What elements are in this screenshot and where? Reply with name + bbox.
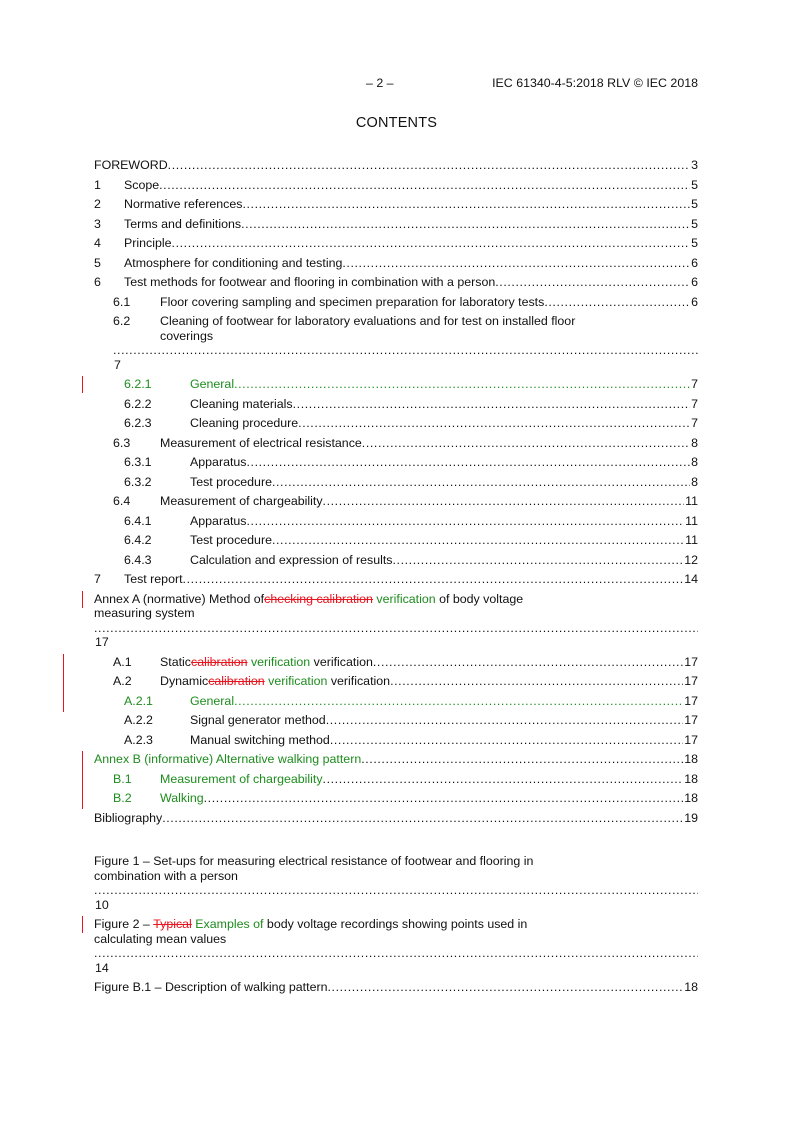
figure-entry-2[interactable]: Figure 2 – Typical Examples of body voltage recordings showing points used in calculating mean values ..... 14 bbox=[94, 917, 698, 975]
toc-entry-annex-a[interactable]: Annex A (normative) Method of checking calibration verification of body voltage measuring system ..... 17 bbox=[94, 592, 698, 650]
toc-entry-6-2-2[interactable]: 6.2.2 Cleaning materials ..... 7 bbox=[94, 397, 698, 412]
toc-entry-foreword[interactable]: FOREWORD ..... 3 bbox=[94, 158, 698, 173]
figure-entry-1[interactable]: Figure 1 – Set-ups for measuring electrical resistance of footwear and flooring in combination with a person ..... 10 bbox=[94, 854, 698, 912]
toc-entry-7[interactable]: 7 Test report ..... 14 bbox=[94, 572, 698, 587]
document-code: IEC 61340-4-5:2018 RLV © IEC 2018 bbox=[492, 76, 698, 90]
toc-entry-a-2-2[interactable]: A.2.2 Signal generator method ..... 17 bbox=[94, 713, 698, 728]
toc-entry-6-4[interactable]: 6.4 Measurement of chargeability ..... 11 bbox=[94, 494, 698, 509]
toc-entry-6-4-1[interactable]: 6.4.1 Apparatus ..... 11 bbox=[94, 514, 698, 529]
figure-entry-b-1[interactable]: Figure B.1 – Description of walking pattern ..... 18 bbox=[94, 980, 698, 995]
toc-entry-bibliography[interactable]: Bibliography ..... 19 bbox=[94, 811, 698, 826]
toc-entry-6-1[interactable]: 6.1 Floor covering sampling and specimen preparation for laboratory tests ..... 6 bbox=[94, 295, 698, 310]
toc-entry-6-2[interactable]: 6.2 Cleaning of footwear for laboratory evaluations and for test on installed floor coverings ..... 7 bbox=[94, 314, 698, 372]
toc-entry-6-2-1[interactable]: 6.2.1 General ..... 7 bbox=[94, 377, 698, 392]
change-bar bbox=[82, 591, 83, 608]
page-header bbox=[94, 76, 698, 92]
contents-title: CONTENTS bbox=[355, 115, 438, 131]
toc-entry-6[interactable]: 6 Test methods for footwear and flooring in combination with a person ..... 6 bbox=[94, 275, 698, 290]
toc-entry-a-2[interactable]: A.2 Dynamic calibration verification verification ..... 17 bbox=[94, 674, 698, 689]
toc-entry-4[interactable]: 4 Principle ..... 5 bbox=[94, 236, 698, 251]
change-bar bbox=[82, 376, 83, 393]
toc-entry-6-3[interactable]: 6.3 Measurement of electrical resistance ..... 8 bbox=[94, 436, 698, 451]
toc-entry-a-1[interactable]: A.1 Static calibration verification verification ..... 17 bbox=[94, 655, 698, 670]
toc-entry-a-2-3[interactable]: A.2.3 Manual switching method ..... 17 bbox=[94, 733, 698, 748]
toc-entry-b-1[interactable]: B.1 Measurement of chargeability ..... 18 bbox=[94, 772, 698, 787]
toc-entry-6-3-2[interactable]: 6.3.2 Test procedure ..... 8 bbox=[94, 475, 698, 490]
page-number: – 2 – bbox=[366, 76, 394, 90]
toc-entry-6-3-1[interactable]: 6.3.1 Apparatus ..... 8 bbox=[94, 455, 698, 470]
change-bar bbox=[63, 654, 64, 712]
toc-entry-annex-b[interactable]: Annex B (informative) Alternative walking pattern ..... 18 bbox=[94, 752, 698, 767]
toc-entry-2[interactable]: 2 Normative references ..... 5 bbox=[94, 197, 698, 212]
change-bar bbox=[82, 751, 83, 809]
toc-entry-b-2[interactable]: B.2 Walking ..... 18 bbox=[94, 791, 698, 806]
toc-entry-a-2-1[interactable]: A.2.1 General ..... 17 bbox=[94, 694, 698, 709]
toc-entry-6-4-3[interactable]: 6.4.3 Calculation and expression of results ..... 12 bbox=[94, 553, 698, 568]
toc-entry-6-4-2[interactable]: 6.4.2 Test procedure ..... 11 bbox=[94, 533, 698, 548]
toc-entry-1[interactable]: 1 Scope ..... 5 bbox=[94, 178, 698, 193]
toc-entry-6-2-3[interactable]: 6.2.3 Cleaning procedure ..... 7 bbox=[94, 416, 698, 431]
change-bar bbox=[82, 916, 83, 933]
table-of-contents bbox=[94, 158, 698, 1000]
toc-entry-3[interactable]: 3 Terms and definitions ..... 5 bbox=[94, 217, 698, 232]
toc-entry-5[interactable]: 5 Atmosphere for conditioning and testing ..... 6 bbox=[94, 256, 698, 271]
